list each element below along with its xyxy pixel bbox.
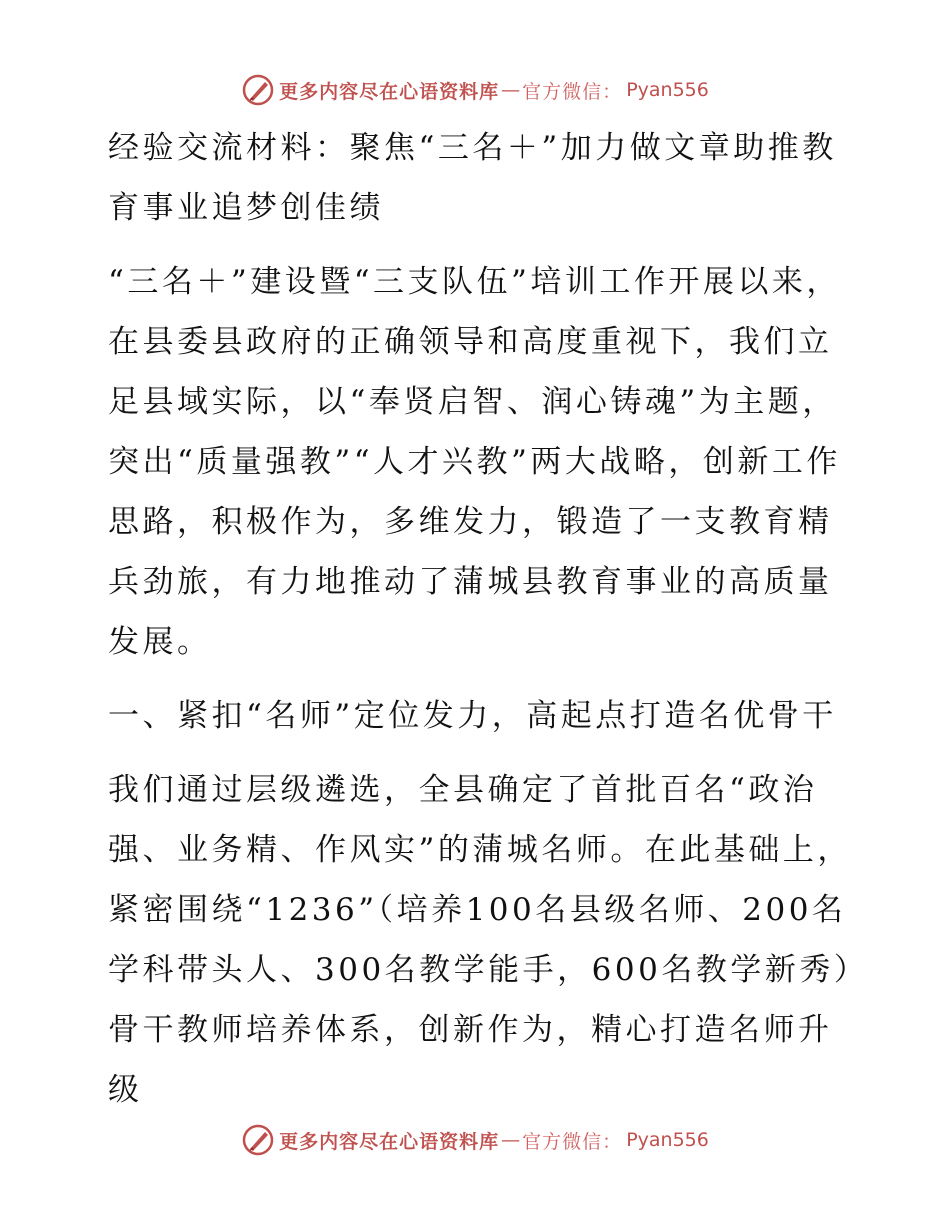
- watermark-footer: [0, 1120, 950, 1160]
- section-1-heading: 一、紧扣“名师”定位发力，高起点打造名优骨干: [108, 698, 837, 734]
- intro-paragraph: “三名＋”建设暨“三支队伍”培训工作开展以来，在县委县政府的正确领导和高度重视下，我们立足县域实际，以“奉贤启智、润心铸魂”为主题，突出“质量强教”“人才兴教”两大战略，创新工作思路，积极作为，多维发力，锻造了一支教育精兵劲旅，有力地推动了蒲城县教育事业的高质量发展。: [108, 264, 841, 660]
- document-title: 经验交流材料：聚焦“三名＋”加力做文章助推教育事业追梦创佳绩: [108, 130, 837, 226]
- watermark-wechat-id: Pyan556: [626, 1129, 709, 1151]
- quill-pen-logo-icon: [241, 1123, 275, 1157]
- watermark-separator: —: [501, 79, 521, 101]
- watermark-brand: 更多内容尽在心语资料库: [279, 1130, 500, 1153]
- watermark-label: 官方微信：: [522, 1130, 623, 1153]
- watermark-separator: —: [501, 1129, 521, 1151]
- quill-pen-logo-icon: [241, 73, 275, 107]
- watermark-label: 官方微信：: [522, 80, 623, 103]
- watermark-header: [0, 70, 950, 110]
- watermark-wechat-id: Pyan556: [626, 79, 709, 101]
- watermark-brand: 更多内容尽在心语资料库: [279, 80, 500, 103]
- section-1-paragraph: 我们通过层级遴选，全县确定了首批百名“政治强、业务精、作风实”的蒲城名师。在此基础上，紧密围绕“1236”（培养100名县级名师、200名学科带头人、300名教学能手，600名教学新秀）骨干教师培养体系，创新作为，精心打造名师升级: [108, 772, 853, 1108]
- document-body: [98, 118, 858, 1120]
